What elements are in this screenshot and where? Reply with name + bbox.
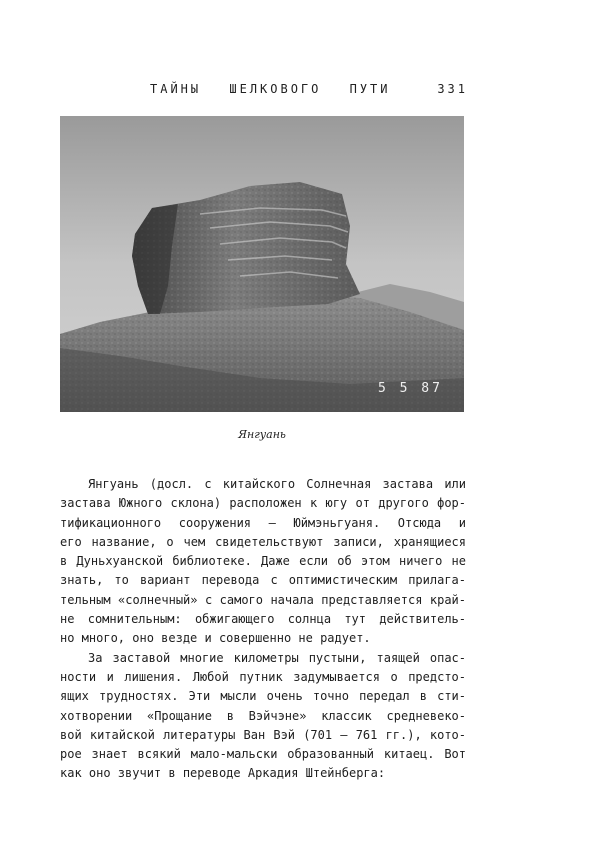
paragraph-2-line: ящих трудностях. Эти мысли очень точно передал в сти- [60, 689, 466, 704]
figure-caption: Янгуань [238, 428, 286, 441]
paragraph-1-line: но много, оно везде и совершенно не радует. [60, 631, 371, 646]
paragraph-1-line: тельным «солнечный» с самого начала представляется край- [60, 592, 466, 607]
ruin-photo-image [60, 116, 464, 412]
running-head-title: ТАЙНЫ ШЕЛКОВОГО ПУТИ [150, 82, 391, 96]
running-head [150, 82, 470, 100]
paragraph-1-line: его название, о чем свидетельствуют записи, хранящиеся [60, 534, 466, 549]
paragraph-1-line: застава Южного склона) расположен к югу от другого фор- [60, 496, 466, 511]
paragraph-1-line: знать, то вариант перевода с оптимистическим прилага- [60, 573, 466, 588]
paragraph-2-line: как оно звучит в переводе Аркадия Штейнберга: [60, 766, 386, 781]
paragraph-1-line: не сомнительным: обжигающего солнца тут действитель- [60, 612, 466, 627]
paragraph-2-line: хотворении «Прощание в Вэйчэне» классик средневеко- [60, 708, 466, 723]
paragraph-2-line: ности и лишения. Любой путник задумывается о предсто- [60, 669, 466, 684]
paragraph-1-line: Янгуань (досл. с китайского Солнечная застава или [88, 477, 466, 491]
paragraph-2-line: рое знает всякий мало-мальски образованный китаец. Вот [60, 747, 466, 762]
ruin-photo [60, 116, 464, 412]
page-number: 331 [437, 82, 468, 96]
paragraph-1-line: тификационного сооружения — Юймэньгуаня. Отсюда и [60, 515, 466, 530]
paragraph-2-line: За заставой многие километры пустыни, таящей опас- [88, 650, 466, 665]
body-text [60, 475, 466, 784]
paragraph-1-line: в Дуньхуанской библиотеке. Даже если об этом ничего не [60, 554, 466, 569]
paragraph-2-line: вой китайской литературы Ван Вэй (701 — 761 гг.), кото- [60, 727, 466, 742]
date-stamp: 5 5 87 [378, 381, 443, 396]
